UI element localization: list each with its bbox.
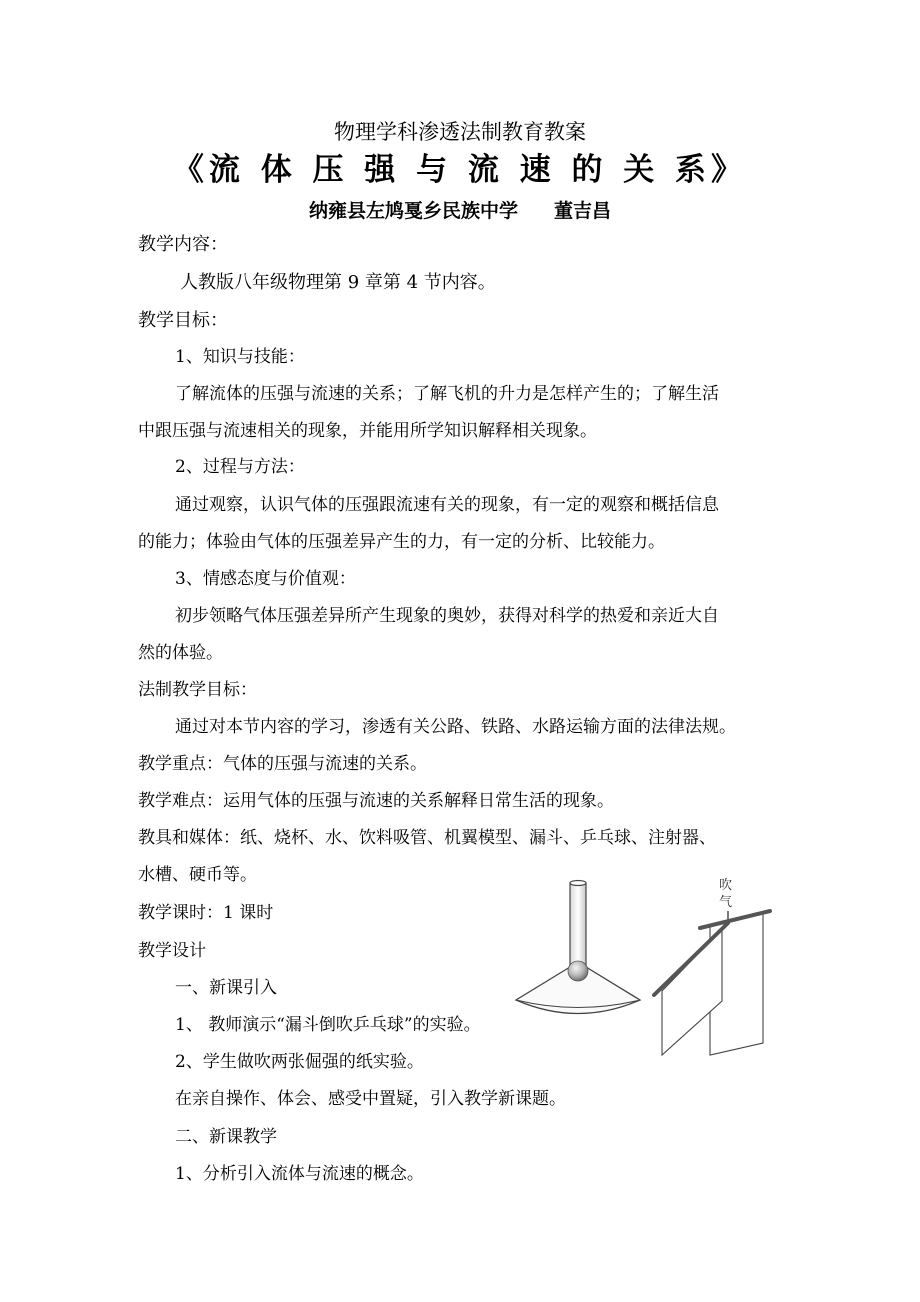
paper-blowing-figure bbox=[650, 873, 775, 1063]
goal1-line1: 了解流体的压强与流速的关系；了解飞机的升力是怎样产生的；了解生活 bbox=[175, 384, 719, 404]
goal2-heading: 2、过程与方法： bbox=[175, 457, 305, 477]
key-point: 教学重点：气体的压强与流速的关系。 bbox=[138, 754, 427, 774]
document-title: 《流 体 压 强 与 流 速 的 关 系》 bbox=[172, 152, 748, 188]
blow-label-1: 吹 bbox=[719, 878, 733, 893]
goal3-line2: 然的体验。 bbox=[138, 643, 223, 663]
document-subtitle: 物理学科渗透法制教育教案 bbox=[334, 120, 586, 144]
law-text: 通过对本节内容的学习，渗透有关公路、铁路、水路运输方面的法律法规。 bbox=[175, 717, 736, 737]
funnel-tube bbox=[570, 881, 586, 970]
goal2-line1: 通过观察，认识气体的压强跟流速有关的现象，有一定的观察和概括信息 bbox=[175, 495, 719, 515]
goal1-line2: 中跟压强与流速相关的现象，并能用所学知识解释相关现象。 bbox=[138, 421, 597, 441]
author-name: 董吉昌 bbox=[554, 200, 612, 222]
teaching-hours: 教学课时：1 课时 bbox=[138, 903, 274, 923]
goal2-line2: 的能力；体验由气体的压强差异产生的力，有一定的分析、比较能力。 bbox=[138, 532, 665, 552]
step4: 1、分析引入流体与流速的概念。 bbox=[175, 1164, 424, 1184]
content-text: 人教版八年级物理第 9 章第 4 节内容。 bbox=[180, 272, 496, 293]
goal3-line1: 初步领略气体压强差异所产生现象的奥妙，获得对科学的热爱和亲近大自 bbox=[175, 606, 719, 626]
goals-heading: 教学目标： bbox=[138, 310, 228, 331]
section1-heading: 一、新课引入 bbox=[175, 978, 277, 998]
ping-pong-ball bbox=[568, 961, 588, 981]
blow-label-2: 气 bbox=[719, 895, 733, 910]
step2: 2、学生做吹两张倔强的纸实验。 bbox=[175, 1052, 424, 1072]
step1: 1、 教师演示“漏斗倒吹乒乓球”的实验。 bbox=[175, 1015, 481, 1035]
tools-line1: 教具和媒体：纸、烧杯、水、饮料吸管、机翼模型、漏斗、乒乓球、注射器、 bbox=[138, 828, 716, 848]
step3: 在亲自操作、体会、感受中置疑，引入教学新课题。 bbox=[175, 1089, 566, 1109]
difficulty: 教学难点：运用气体的压强与流速的关系解释日常生活的现象。 bbox=[138, 791, 614, 811]
school-name: 纳雍县左鸠戛乡民族中学 bbox=[308, 200, 518, 222]
goal1-heading: 1、知识与技能： bbox=[175, 347, 305, 367]
goal3-heading: 3、情感态度与价值观： bbox=[175, 569, 356, 589]
author-line bbox=[0, 198, 920, 224]
funnel-experiment-figure bbox=[510, 875, 650, 1030]
content-heading: 教学内容： bbox=[138, 234, 228, 255]
tools-line2: 水槽、硬币等。 bbox=[138, 865, 257, 885]
law-heading: 法制教学目标： bbox=[138, 680, 257, 700]
design-heading: 教学设计 bbox=[138, 941, 206, 961]
section2-heading: 二、新课教学 bbox=[175, 1127, 277, 1147]
